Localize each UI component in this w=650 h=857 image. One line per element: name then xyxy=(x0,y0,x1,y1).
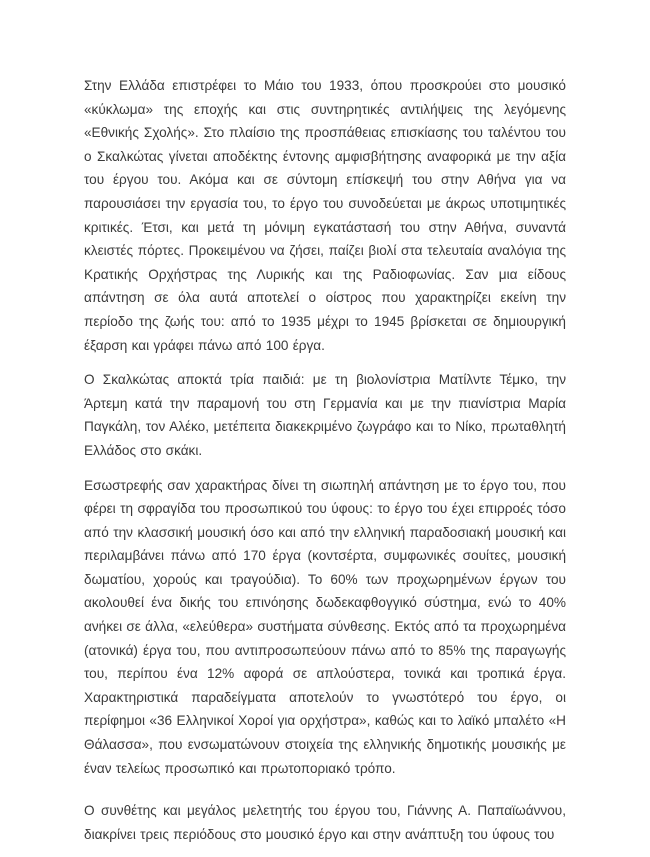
paragraph-papaioannou: Ο συνθέτης και μεγάλος μελετητής του έργου του, Γιάννης Α. Παπαϊωάννου, διακρίνει τρεις περιόδους στο μουσικό έργο και στην ανάπτυξη του ύφους του xyxy=(84,803,566,842)
paragraph-children: Ο Σκαλκώτας αποκτά τρία παιδιά: με τη βιολονίστρια Ματίλντε Τέμκο, την Άρτεμη κατά την παραμονή του στη Γερμανία και με την πιανίστρια Μαρία Παγκάλη, τον Αλέκο, μετέπειτα διακεκριμένο ζωγράφο και το Νίκο, πρωταθλητή Ελλάδος στο σκάκι. xyxy=(84,372,566,458)
paragraph-work-style: Εσωστρεφής σαν χαρακτήρας δίνει τη σιωπηλή απάντηση με το έργο του, που φέρει τη σφραγίδα του προσωπικού του ύφους: το έργο του έχει επιρροές τόσο από την κλασσική μουσική όσο και από την ελληνική παραδοσιακή μουσική και περιλαμβάνει πάνω από 170 έργα (κοντσέρτα, συμφωνικές σουίτες, μουσική δωματίου, χορούς και τραγούδια). Το 60% των προχωρημένων έργων του ακολουθεί ένα δικής του επινόησης δωδεκαφθογγικό σύστημα, ενώ το 40% ανήκει σε άλλα, «ελεύθερα» συστήματα σύνθεσης. Εκτός από τα προχωρημένα (ατονικά) έργα του, που αντιπροσωπεύουν πάνω από το 85% της παραγωγής του, περίπου ένα 12% αφορά σε απλούστερα, τονικά και τροπικά έργα. Χαρακτηριστικά παραδείγματα αποτελούν το γνωστότερό του έργο, οι περίφημοι «36 Ελληνικοί Χοροί για ορχήστρα», καθώς και το λαϊκό μπαλέτο «Η Θάλασσα», που ενσωματώνουν στοιχεία της ελληνικής δημοτικής μουσικής με έναν τελείως προσωπικό και πρωτοποριακό τρόπο. xyxy=(84,477,566,776)
paragraph-greece-return: Στην Ελλάδα επιστρέφει το Μάιο του 1933, όπου προσκρούει στο μουσικό «κύκλωμα» της εποχής και στις συντηρητικές αντιλήψεις της λεγόμενης «Εθνικής Σχολής». Στο πλαίσιο της προσπάθειας επισκίασης του ταλέντου του ο Σκαλκώτας γίνεται αποδέκτης έντονης αμφισβήτησης αναφορικά με την αξία του έργου του. Ακόμα και σε σύντομη επίσκεψή του στην Αθήνα για να παρουσιάσει την εργασία του, το έργο του συνοδεύεται με άκρως υποτιμητικές κριτικές. Έτσι, και μετά τη μόνιμη εγκατάστασή του στην Αθήνα, συναντά κλειστές πόρτες. Προκειμένου να ζήσει, παίζει βιολί στα τελευταία αναλόγια της Κρατικής Ορχήστρας της Λυρικής και της Ραδιοφωνίας. Σαν μια είδους απάντηση σε όλα αυτά αποτελεί ο οίστρος που χαρακτηρίζει εκείνη την περίοδο της ζωής του: από το 1935 μέχρι το 1945 βρίσκεται σε δημιουργική έξαρση και γράφει πάνω από 100 έργα. xyxy=(84,78,566,353)
